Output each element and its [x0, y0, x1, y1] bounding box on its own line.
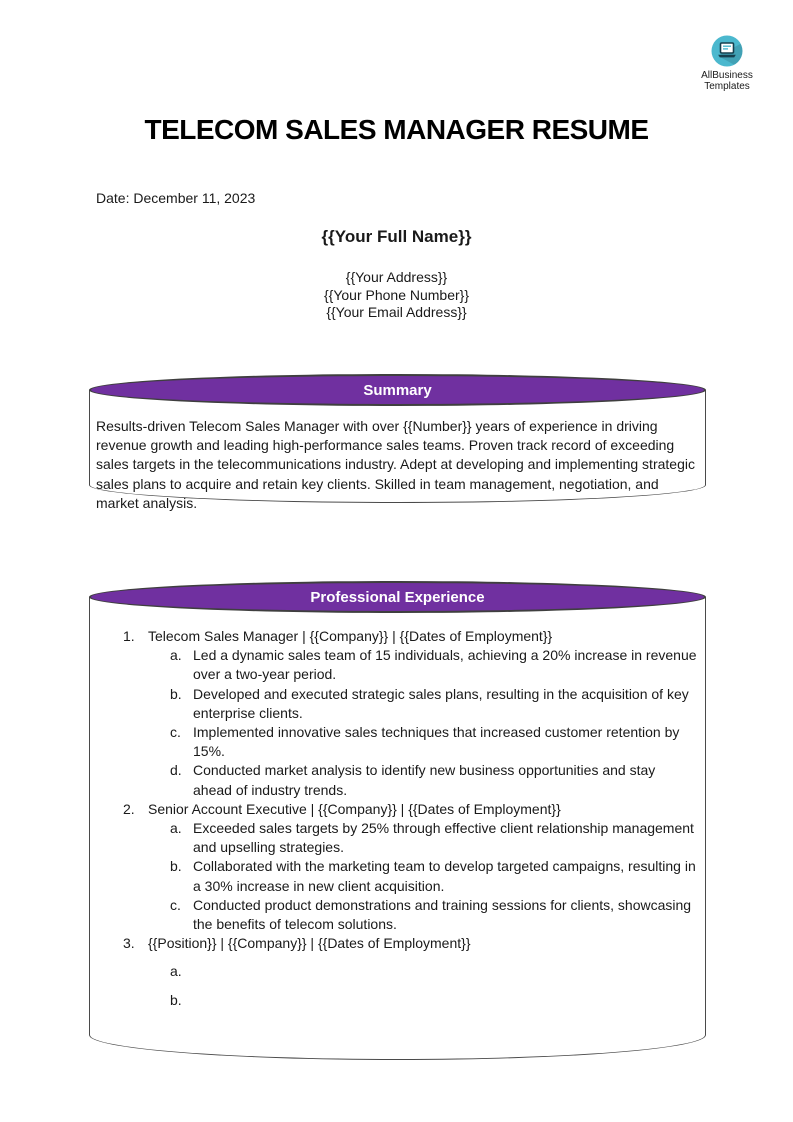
- job-title-row: [95, 627, 700, 646]
- job-number: 3.: [123, 935, 135, 952]
- job-title: Senior Account Executive | {{Company}} | {{Dates of Employment}}: [148, 800, 561, 817]
- bullet-text: [193, 962, 700, 981]
- laptop-screen-line1: [723, 46, 731, 47]
- summary-heading: Summary: [363, 381, 432, 399]
- bullet-letter: a.: [170, 647, 182, 664]
- bullet-letter: d.: [170, 762, 182, 779]
- job-bullet-row: [95, 685, 700, 723]
- job-title-row: [95, 800, 700, 819]
- job-title: {{Position}} | {{Company}} | {{Dates of Employment}}: [148, 935, 471, 952]
- address-placeholder: {{Your Address}}: [345, 269, 448, 285]
- date-line: Date: December 11, 2023: [96, 190, 256, 206]
- full-name-placeholder: {{Your Full Name}}: [321, 227, 472, 246]
- job-title-row: [95, 934, 700, 953]
- job-bullet-row: [95, 991, 700, 1010]
- summary-text: Results-driven Telecom Sales Manager with over {{Number}} years of experience in driving revenue growth and leading high-performance sales teams. Proven track record of exceeding sales targets in the telecommunications industry. Adept at developing and implementing strategic sales plans to acquire and retain key clients. Skilled in team management, negotiation, and market analysis.: [96, 418, 695, 511]
- bullet-text: Conducted product demonstrations and training sessions for clients, showcasing the benefits of telecom solutions.: [193, 896, 692, 933]
- contact-block: [0, 269, 793, 322]
- bullet-text: [193, 991, 700, 1010]
- job-bullet-row: [95, 857, 700, 895]
- job-number: 2.: [123, 800, 135, 817]
- experience-list: [95, 627, 700, 1010]
- brand-logo: [694, 34, 760, 92]
- job-title: Telecom Sales Manager | {{Company}} | {{Dates of Employment}}: [148, 628, 553, 644]
- experience-section: [89, 581, 706, 1060]
- bullet-text: Collaborated with the marketing team to develop targeted campaigns, resulting in a 30% increase in new client acquisition.: [193, 858, 696, 894]
- bullet-text: Implemented innovative sales techniques that increased customer retention by 15%.: [193, 724, 680, 760]
- bullet-letter: a.: [170, 963, 182, 980]
- laptop-logo-icon: [710, 34, 744, 68]
- bullet-letter: c.: [170, 896, 181, 913]
- bullet-letter: b.: [170, 685, 182, 702]
- brand-line2: Templates: [704, 81, 750, 92]
- job-number: 1.: [123, 628, 135, 644]
- brand-name: [694, 70, 760, 92]
- bullet-text: Led a dynamic sales team of 15 individuals, achieving a 20% increase in revenue over a two-year period.: [193, 647, 697, 683]
- summary-section-header: [89, 374, 706, 406]
- email-placeholder: {{Your Email Address}}: [326, 304, 467, 320]
- job-bullet-row: [95, 723, 700, 761]
- bullet-letter: c.: [170, 724, 181, 741]
- bullet-text: Developed and executed strategic sales plans, resulting in the acquisition of key enterprise clients.: [193, 685, 689, 721]
- bullet-letter: b.: [170, 991, 182, 1008]
- bullet-text: Exceeded sales targets by 25% through effective client relationship management and upselling strategies.: [193, 820, 694, 856]
- bullet-text: Conducted market analysis to identify new business opportunities and stay ahead of industry trends.: [193, 762, 656, 798]
- laptop-screen-line2: [723, 48, 728, 49]
- document-title: TELECOM SALES MANAGER RESUME: [144, 114, 649, 145]
- job-bullet-row: [95, 962, 700, 981]
- experience-heading: Professional Experience: [310, 588, 485, 606]
- bullet-letter: b.: [170, 858, 182, 875]
- experience-section-header: [89, 581, 706, 613]
- phone-placeholder: {{Your Phone Number}}: [323, 286, 470, 303]
- brand-line1: AllBusiness: [701, 70, 753, 81]
- bullet-letter: a.: [170, 820, 182, 837]
- job-bullet-row: [95, 896, 700, 934]
- job-bullet-row: [95, 819, 700, 857]
- summary-section: [89, 374, 706, 511]
- job-bullet-row: [95, 761, 700, 799]
- job-bullet-row: [95, 646, 700, 684]
- laptop-screen: [721, 43, 734, 53]
- laptop-base: [718, 55, 736, 58]
